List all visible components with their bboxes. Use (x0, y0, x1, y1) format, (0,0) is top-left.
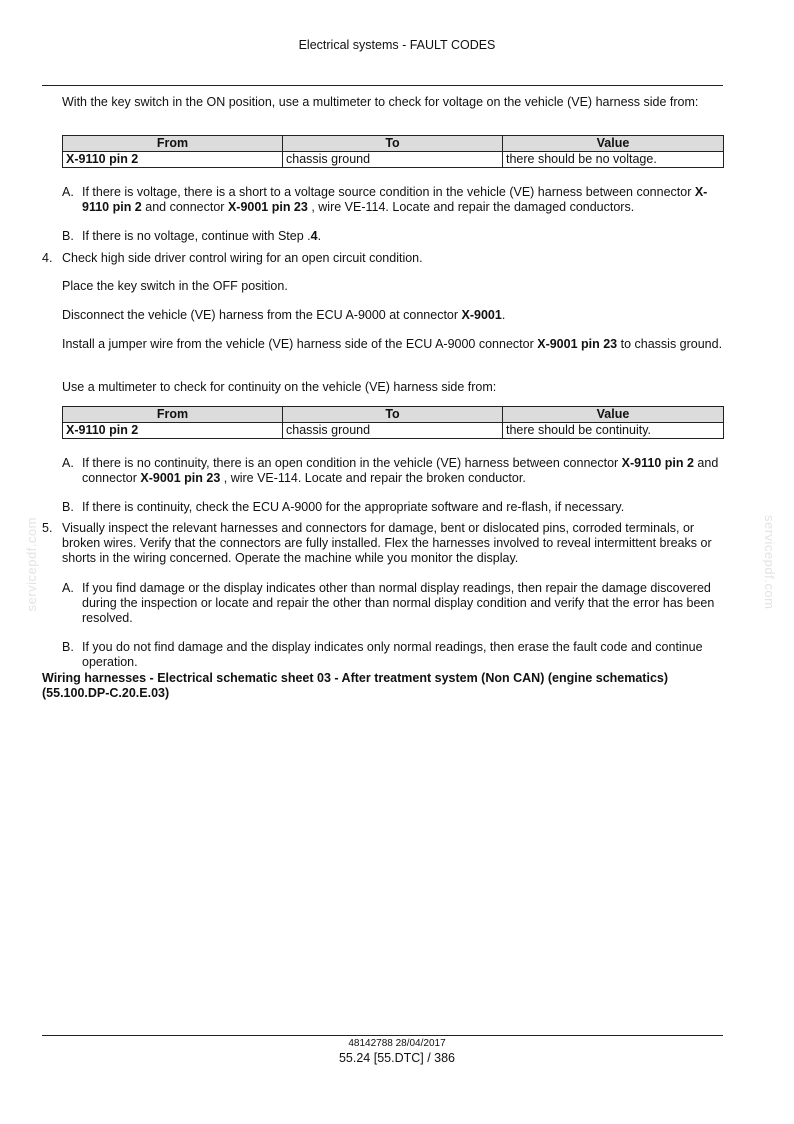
schematic-reference-link[interactable]: Wiring harnesses - Electrical schematic sheet 03 - After treatment system (Non CAN) (engine schematics) (55.100.DP-C.20.E.03) (42, 671, 669, 700)
list-marker: A. (62, 581, 74, 595)
step-a-short-circuit (62, 185, 723, 215)
step-5 (42, 521, 723, 566)
cell-to: chassis ground (283, 152, 503, 168)
footer-document-code: 48142788 28/04/2017 (348, 1038, 446, 1049)
col-header-to: To (283, 407, 503, 423)
list-item-text: If you do not find damage and the display indicates only normal readings, then erase the fault code and continue operation. (82, 640, 703, 669)
footer-rule (42, 1035, 723, 1036)
continuity-check-table (62, 406, 724, 439)
list-item-text: If there is voltage, there is a short to a voltage source condition in the vehicle (VE) harness between connector X-9110 pin 2 and connector X-9001 pin 23 , wire VE-114. Locate and repair the damaged conductors. (82, 185, 708, 214)
table-header-row (63, 136, 724, 152)
cell-value: there should be continuity. (503, 423, 724, 439)
intro-paragraph: With the key switch in the ON position, use a multimeter to check for voltage on the vehicle (VE) harness side from: (62, 95, 699, 109)
step-4-paragraph: Disconnect the vehicle (VE) harness from the ECU A-9000 at connector X-9001. (62, 308, 506, 322)
list-item-text: If you find damage or the display indicates other than normal display readings, then repair the damage discovered during the inspection or locate and repair the other than normal display condition and verify that the error has been resolved. (82, 581, 715, 625)
footer-page-number: 55.24 [55.DTC] / 386 (338, 1051, 456, 1065)
list-item-text: If there is no voltage, continue with Step .4. (82, 229, 322, 243)
cell-value: there should be no voltage. (503, 152, 724, 168)
list-marker: B. (62, 500, 74, 514)
list-item-text: If there is no continuity, there is an open condition in the vehicle (VE) harness between connector X-9110 pin 2 and connector X-9001 pin 23 , wire VE-114. Locate and repair the broken conductor. (82, 456, 719, 485)
step-text: Check high side driver control wiring for an open circuit condition. (62, 251, 423, 265)
step-number: 5. (42, 521, 53, 535)
table-header-row (63, 407, 724, 423)
list-marker: B. (62, 229, 74, 243)
step-b-continuity (62, 500, 723, 515)
cell-from: X-9110 pin 2 (63, 152, 283, 168)
step-b-no-voltage (62, 229, 723, 244)
voltage-check-table (62, 135, 724, 168)
list-marker: B. (62, 640, 74, 654)
step-4-paragraph: Install a jumper wire from the vehicle (VE) harness side of the ECU A-9000 connector X-9001 pin 23 to chassis ground. (62, 337, 723, 351)
watermark-left: servicepdf.com (24, 517, 39, 612)
header-rule (42, 85, 723, 86)
cell-from: X-9110 pin 2 (63, 423, 283, 439)
list-marker: A. (62, 185, 74, 199)
step-4-paragraph: Use a multimeter to check for continuity on the vehicle (VE) harness side from: (62, 380, 497, 394)
col-header-from: From (63, 136, 283, 152)
step-a-open-circuit (62, 456, 723, 486)
step-number: 4. (42, 251, 53, 265)
page-header-title: Electrical systems - FAULT CODES (298, 38, 496, 52)
step-a-damage-found (62, 581, 723, 626)
col-header-to: To (283, 136, 503, 152)
list-marker: A. (62, 456, 74, 470)
step-text: Visually inspect the relevant harnesses and connectors for damage, bent or dislocated pins, corroded terminals, or broken wires. Verify that the connectors are fully installed. Flex the harnesses involved to reveal intermittent breaks or shorts in the wiring concerned. Operate the machine while you monitor the display. (62, 521, 712, 565)
watermark-right: servicepdf.com (762, 515, 777, 610)
col-header-value: Value (503, 136, 724, 152)
list-item-text: If there is continuity, check the ECU A-9000 for the appropriate software and re-flash, if necessary. (82, 500, 625, 514)
table-row (63, 152, 724, 168)
step-b-no-damage (62, 640, 723, 670)
col-header-from: From (63, 407, 283, 423)
step-4-paragraph: Place the key switch in the OFF position. (62, 279, 288, 293)
cell-to: chassis ground (283, 423, 503, 439)
table-row (63, 423, 724, 439)
col-header-value: Value (503, 407, 724, 423)
step-4 (42, 251, 723, 266)
